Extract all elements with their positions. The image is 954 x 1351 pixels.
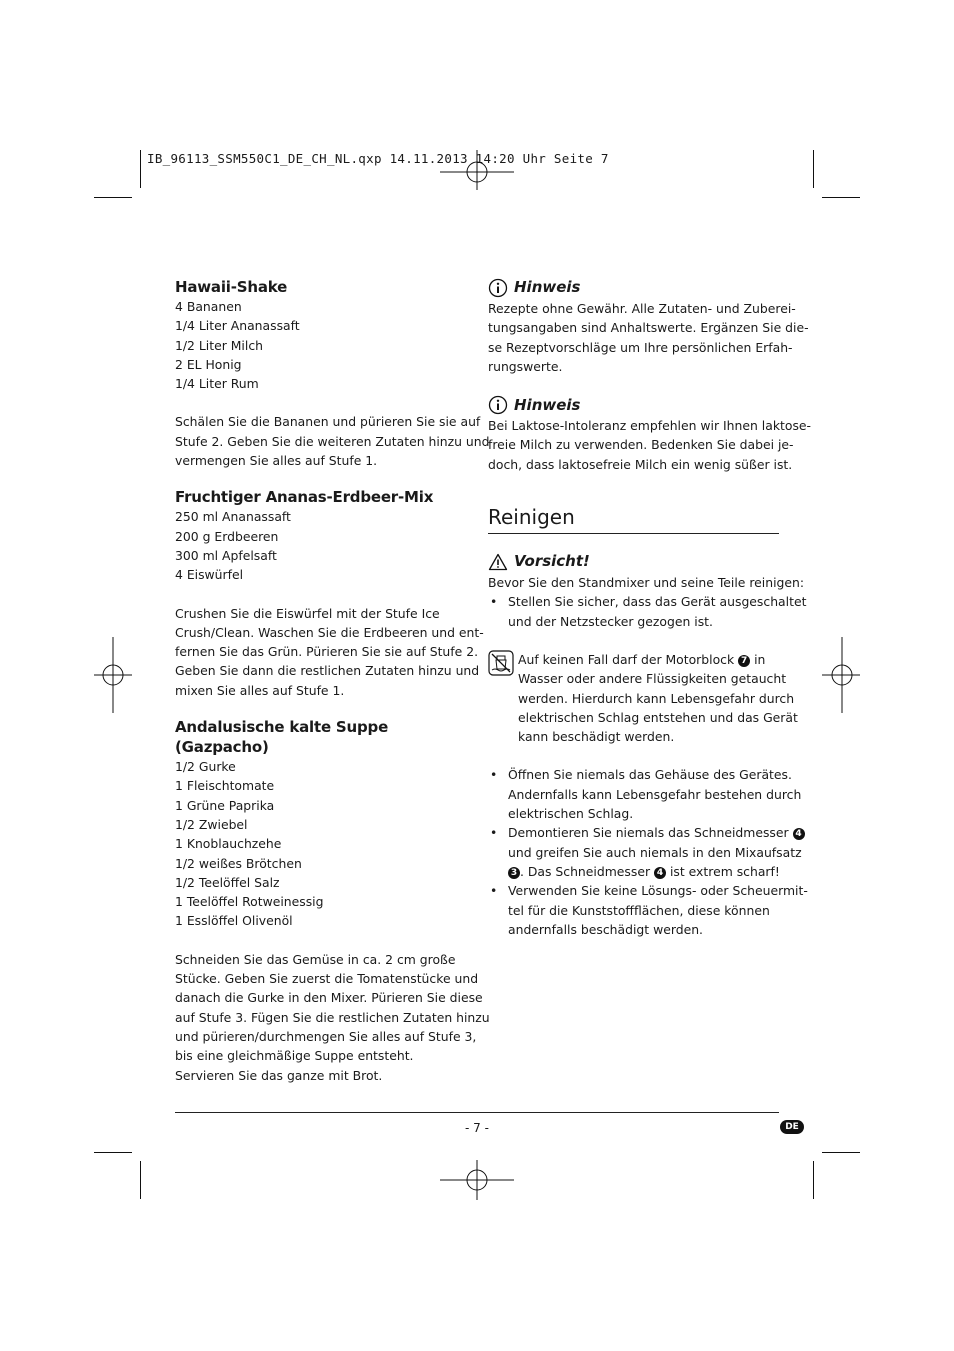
instruction-line: Geben Sie dann die restlichen Zutaten hinzu und [175, 663, 480, 679]
ingredient: 1 Esslöffel Olivenöl [175, 913, 293, 929]
note-line: doch, dass laktosefreie Milch ein wenig süßer ist. [488, 456, 793, 472]
warning-line: elektrischen Schlag entstehen und das Gerät [518, 709, 798, 725]
ingredient: 1/2 Gurke [175, 759, 236, 775]
instruction-line: auf Stufe 3. Fügen Sie die restlichen Zutaten hinzu [175, 1009, 490, 1025]
language-badge: DE [780, 1120, 804, 1134]
note-line: tungsangaben sind Anhaltswerte. Ergänzen Sie die- [488, 320, 809, 336]
caution-intro: Bevor Sie den Standmixer und seine Teile reinigen: [488, 575, 805, 591]
note-text [488, 416, 811, 474]
bullet-line: ist extrem scharf! [669, 863, 780, 879]
ingredient: 4 Eiswürfel [175, 567, 244, 583]
bullet-line: andernfalls beschädigt werden. [508, 921, 703, 937]
footer-rule [175, 1112, 779, 1113]
bullet-line: Stellen Sie sicher, dass das Gerät ausgeschaltet [508, 594, 807, 610]
instruction-line: Stufe 2. Geben Sie die weiteren Zutaten hinzu und [175, 433, 490, 449]
recipe-title: Hawaii-Shake [175, 278, 288, 296]
notes-column [488, 277, 811, 939]
bullet-line: und der Netzstecker gezogen ist. [508, 613, 713, 629]
ingredient: 1 Fleischtomate [175, 778, 275, 794]
note-line: Rezepte ohne Gewähr. Alle Zutaten- und Zuberei- [488, 301, 796, 316]
ingredient: 1 Grüne Paprika [175, 797, 275, 813]
section-title: Reinigen [488, 504, 779, 534]
ingredient: 1/4 Liter Rum [175, 376, 259, 392]
ingredient-list [175, 507, 465, 584]
ingredient: 200 g Erdbeeren [175, 528, 279, 544]
instruction-line: Crushen Sie die Eiswürfel mit der Stufe Ice [175, 605, 440, 621]
instruction-line: fernen Sie das Grün. Pürieren Sie sie auf Stufe 2. [175, 644, 479, 660]
instruction-line: Crush/Clean. Waschen Sie die Erdbeeren und ent- [175, 624, 484, 640]
ingredient: 1/2 Zwiebel [175, 816, 248, 832]
ingredient: 300 ml Apfelsaft [175, 547, 277, 563]
bullet-item: • Demontieren Sie niemals das Schneidmesser 4 und greifen Sie auch niemals in den Mixaufsatz 3 . Das Schneidmesser 4 ist extrem scharf! [488, 823, 779, 881]
note-line: Bei Laktose-Intoleranz empfehlen wir Ihnen laktose- [488, 418, 811, 434]
recipe-title: Andalusische kalte Suppe (Gazpacho) [175, 718, 389, 757]
instructions [175, 950, 490, 1085]
part-number-badge: 4 [793, 828, 805, 840]
ingredient: 2 EL Honig [175, 356, 242, 372]
instruction-line: mixen Sie alles auf Stufe 1. [175, 682, 345, 698]
ingredient: 250 ml Ananassaft [175, 509, 291, 525]
instructions [175, 412, 490, 470]
note-heading [488, 394, 779, 416]
bullet-line: . Das Schneidmesser [520, 863, 651, 879]
caution-heading [488, 551, 779, 573]
warning-line: werden. Hierdurch kann Lebensgefahr durch [518, 690, 795, 706]
part-number-badge: 3 [508, 867, 520, 879]
bullet-line: Verwenden Sie keine Lösungs- oder Scheuermit- [508, 883, 808, 899]
instruction-line: Servieren Sie das ganze mit Brot. [175, 1067, 383, 1083]
page-number: - 7 - [465, 1121, 489, 1135]
note-line: freie Milch zu verwenden. Bedenken Sie dabei je- [488, 437, 794, 453]
recipe-title: Fruchtiger Ananas-Erdbeer-Mix [175, 488, 434, 507]
bullet-line: tel für die Kunststoffflächen, diese können [508, 902, 770, 918]
part-number-badge: 7 [738, 655, 750, 667]
instruction-line: Schälen Sie die Bananen und pürieren Sie sie auf [175, 414, 481, 430]
ingredient-list [175, 297, 465, 393]
ingredient: 1/2 weißes Brötchen [175, 855, 302, 871]
print-slug: IB_96113_SSM550C1_DE_CH_NL.qxp 14.11.2013 14:20 Uhr Seite 7 [147, 151, 609, 166]
recipes-column [175, 277, 490, 1085]
instruction-line: danach die Gurke in den Mixer. Pürieren Sie diese [175, 990, 483, 1006]
ingredient: 1/4 Liter Ananassaft [175, 318, 300, 334]
info-icon [488, 278, 508, 298]
ingredient: 1/2 Teelöffel Salz [175, 874, 280, 890]
instruction-line: Schneiden Sie das Gemüse in ca. 2 cm große [175, 951, 456, 967]
bullet-line: und greifen Sie auch niemals in den Mixaufsatz [508, 844, 802, 860]
instruction-line: Stücke. Geben Sie zuerst die Tomatenstücke und [175, 971, 479, 987]
warning-line: Wasser oder andere Flüssigkeiten getaucht [518, 671, 787, 687]
bullet-item: • Öffnen Sie niemals das Gehäuse des Gerätes. Andernfalls kann Lebensgefahr bestehen durch elektrischen Schlag. [488, 765, 779, 823]
bullet-line: Demontieren Sie niemals das Schneidmesser [508, 825, 789, 841]
ingredient: 1 Knoblauchzehe [175, 836, 282, 852]
ingredient: 1/2 Liter Milch [175, 337, 263, 353]
ingredient: 4 Bananen [175, 299, 242, 314]
part-number-badge: 4 [654, 867, 666, 879]
ingredient-list [175, 757, 465, 931]
bullet-line: Andernfalls kann Lebensgefahr bestehen durch [508, 786, 802, 802]
no-water-immersion-icon [488, 650, 514, 676]
ingredient: 1 Teelöffel Rotweinessig [175, 894, 324, 910]
note-line: se Rezeptvorschläge um Ihre persönlichen Erfah- [488, 339, 793, 355]
caution-title: Vorsicht! [514, 552, 590, 571]
instruction-line: vermengen Sie alles auf Stufe 1. [175, 453, 378, 469]
bullet-item: • Verwenden Sie keine Lösungs- oder Scheuermit- tel für die Kunststoffflächen, diese können andernfalls beschädigt werden. [488, 881, 779, 939]
warning-line: Auf keinen Fall darf der Motorblock [518, 651, 735, 667]
info-icon [488, 395, 508, 415]
instruction-line: und pürieren/durchmengen Sie alles auf Stufe 3, [175, 1028, 477, 1044]
warning-line: in [754, 651, 766, 667]
note-heading [488, 277, 779, 299]
warning-triangle-icon [488, 553, 508, 571]
note-text [488, 299, 809, 376]
warning-line: kann beschädigt werden. [518, 729, 675, 745]
note-line: rungswerte. [488, 358, 563, 374]
note-title: Hinweis [514, 395, 581, 414]
bullet-line: elektrischen Schlag. [508, 806, 634, 822]
instruction-line: bis eine gleichmäßige Suppe entsteht. [175, 1048, 414, 1064]
note-title: Hinweis [514, 278, 581, 297]
bullet-item: • Stellen Sie sicher, dass das Gerät ausgeschaltet und der Netzstecker gezogen ist. [488, 592, 779, 631]
bullet-line: Öffnen Sie niemals das Gehäuse des Gerätes. [508, 767, 792, 783]
instructions [175, 604, 484, 700]
water-warning [488, 650, 798, 746]
